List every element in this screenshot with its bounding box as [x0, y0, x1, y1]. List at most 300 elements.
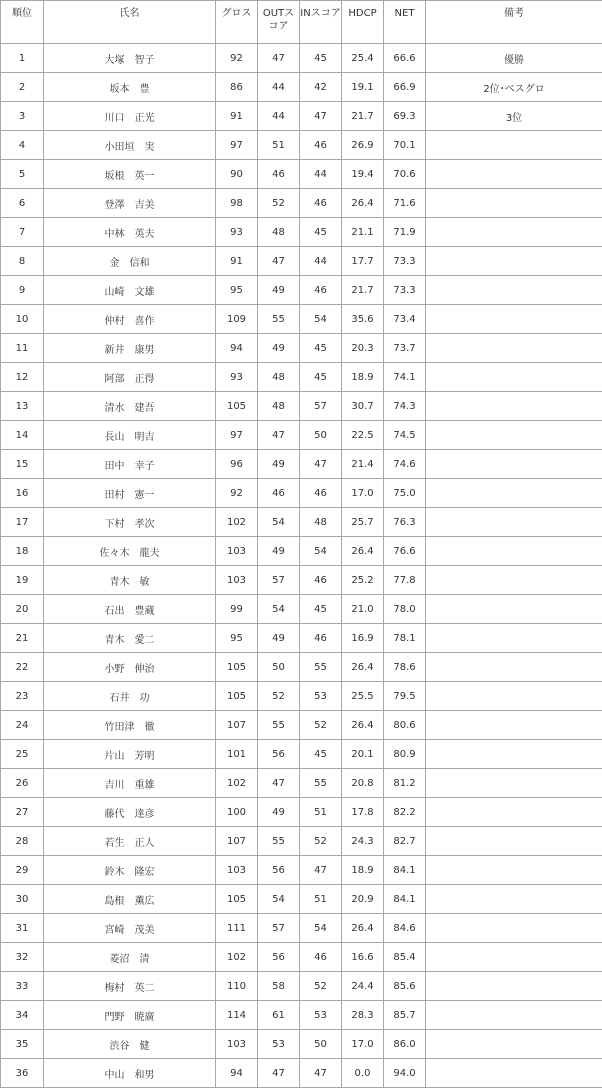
cell-name: 小野 伸治: [44, 653, 216, 682]
cell-out-score: 53: [258, 1030, 300, 1059]
cell-hdcp: 25.7: [342, 508, 384, 537]
cell-in-score: 50: [300, 421, 342, 450]
cell-hdcp: 25.2: [342, 566, 384, 595]
table-row: [1, 218, 602, 247]
cell-rank: 5: [1, 160, 44, 189]
cell-name: 阿部 正得: [44, 363, 216, 392]
cell-gross: 93: [216, 363, 258, 392]
cell-rank: 3: [1, 102, 44, 131]
cell-hdcp: 17.8: [342, 798, 384, 827]
cell-gross: 105: [216, 392, 258, 421]
header-net: NET: [384, 1, 426, 44]
cell-name: 仲村 喜作: [44, 305, 216, 334]
cell-gross: 114: [216, 1001, 258, 1030]
cell-net: 94.0: [384, 1059, 426, 1088]
cell-hdcp: 24.4: [342, 972, 384, 1001]
cell-net: 80.6: [384, 711, 426, 740]
cell-rank: 18: [1, 537, 44, 566]
table-row: [1, 624, 602, 653]
cell-in-score: 53: [300, 682, 342, 711]
cell-in-score: 46: [300, 189, 342, 218]
cell-note: [426, 711, 602, 740]
cell-out-score: 48: [258, 392, 300, 421]
header-note: 備考: [426, 1, 602, 44]
cell-out-score: 55: [258, 827, 300, 856]
table-row: [1, 44, 602, 73]
cell-note: [426, 537, 602, 566]
cell-rank: 28: [1, 827, 44, 856]
cell-name: 若生 正人: [44, 827, 216, 856]
cell-rank: 10: [1, 305, 44, 334]
cell-gross: 96: [216, 450, 258, 479]
table-row: [1, 972, 602, 1001]
table-row: [1, 276, 602, 305]
cell-in-score: 46: [300, 131, 342, 160]
cell-net: 71.9: [384, 218, 426, 247]
cell-note: 3位: [426, 102, 602, 131]
cell-rank: 6: [1, 189, 44, 218]
header-out-score: OUTスコア: [258, 1, 300, 44]
cell-in-score: 48: [300, 508, 342, 537]
cell-out-score: 44: [258, 73, 300, 102]
cell-net: 73.3: [384, 276, 426, 305]
cell-out-score: 49: [258, 276, 300, 305]
cell-name: 石井 功: [44, 682, 216, 711]
cell-out-score: 51: [258, 131, 300, 160]
cell-net: 73.3: [384, 247, 426, 276]
table-row: [1, 421, 602, 450]
cell-out-score: 54: [258, 595, 300, 624]
cell-name: 門野 暁廣: [44, 1001, 216, 1030]
table-row: [1, 102, 602, 131]
cell-rank: 9: [1, 276, 44, 305]
cell-name: 坂本 豊: [44, 73, 216, 102]
cell-in-score: 44: [300, 247, 342, 276]
cell-gross: 99: [216, 595, 258, 624]
cell-note: [426, 247, 602, 276]
table-row: [1, 1030, 602, 1059]
cell-name: 大塚 智子: [44, 44, 216, 73]
cell-rank: 13: [1, 392, 44, 421]
cell-gross: 93: [216, 218, 258, 247]
cell-name: 金 信和: [44, 247, 216, 276]
cell-gross: 107: [216, 827, 258, 856]
cell-out-score: 54: [258, 885, 300, 914]
cell-gross: 107: [216, 711, 258, 740]
table-row: [1, 914, 602, 943]
cell-hdcp: 25.5: [342, 682, 384, 711]
cell-hdcp: 20.3: [342, 334, 384, 363]
cell-in-score: 57: [300, 392, 342, 421]
cell-name: 新井 康男: [44, 334, 216, 363]
cell-out-score: 49: [258, 450, 300, 479]
table-row: [1, 131, 602, 160]
cell-gross: 105: [216, 682, 258, 711]
cell-name: 宮崎 茂美: [44, 914, 216, 943]
table-row: [1, 1001, 602, 1030]
cell-hdcp: 19.4: [342, 160, 384, 189]
cell-note: 優勝: [426, 44, 602, 73]
cell-name: 長山 明吉: [44, 421, 216, 450]
cell-rank: 12: [1, 363, 44, 392]
cell-hdcp: 25.4: [342, 44, 384, 73]
cell-gross: 103: [216, 1030, 258, 1059]
cell-in-score: 47: [300, 102, 342, 131]
cell-note: [426, 305, 602, 334]
header-name: 氏名: [44, 1, 216, 44]
cell-gross: 101: [216, 740, 258, 769]
cell-note: [426, 160, 602, 189]
cell-name: 佐々木 龍夫: [44, 537, 216, 566]
cell-rank: 24: [1, 711, 44, 740]
cell-in-score: 50: [300, 1030, 342, 1059]
cell-hdcp: 20.9: [342, 885, 384, 914]
cell-net: 77.8: [384, 566, 426, 595]
cell-net: 78.1: [384, 624, 426, 653]
table-row: [1, 392, 602, 421]
cell-out-score: 56: [258, 856, 300, 885]
cell-note: [426, 740, 602, 769]
table-body: [1, 44, 602, 1088]
cell-net: 66.9: [384, 73, 426, 102]
cell-gross: 91: [216, 102, 258, 131]
cell-rank: 15: [1, 450, 44, 479]
cell-net: 70.6: [384, 160, 426, 189]
cell-out-score: 58: [258, 972, 300, 1001]
cell-note: [426, 827, 602, 856]
cell-gross: 90: [216, 160, 258, 189]
header-rank: 順位: [1, 1, 44, 44]
cell-in-score: 42: [300, 73, 342, 102]
cell-name: 梅村 英二: [44, 972, 216, 1001]
cell-name: 登澤 吉美: [44, 189, 216, 218]
cell-hdcp: 19.1: [342, 73, 384, 102]
cell-hdcp: 21.4: [342, 450, 384, 479]
cell-net: 71.6: [384, 189, 426, 218]
cell-net: 74.5: [384, 421, 426, 450]
cell-in-score: 46: [300, 566, 342, 595]
cell-note: [426, 1001, 602, 1030]
cell-note: [426, 856, 602, 885]
table-row: [1, 740, 602, 769]
cell-gross: 98: [216, 189, 258, 218]
cell-gross: 94: [216, 334, 258, 363]
table-row: [1, 450, 602, 479]
cell-net: 73.7: [384, 334, 426, 363]
cell-hdcp: 21.7: [342, 102, 384, 131]
cell-note: [426, 508, 602, 537]
cell-note: [426, 885, 602, 914]
cell-out-score: 47: [258, 769, 300, 798]
cell-in-score: 45: [300, 44, 342, 73]
cell-out-score: 47: [258, 247, 300, 276]
cell-out-score: 49: [258, 334, 300, 363]
cell-out-score: 48: [258, 218, 300, 247]
table-row: [1, 508, 602, 537]
cell-note: [426, 421, 602, 450]
cell-rank: 25: [1, 740, 44, 769]
cell-in-score: 54: [300, 305, 342, 334]
cell-in-score: 51: [300, 885, 342, 914]
cell-name: 小田垣 実: [44, 131, 216, 160]
cell-net: 74.6: [384, 450, 426, 479]
cell-rank: 26: [1, 769, 44, 798]
cell-gross: 110: [216, 972, 258, 1001]
cell-out-score: 55: [258, 711, 300, 740]
cell-rank: 4: [1, 131, 44, 160]
cell-gross: 100: [216, 798, 258, 827]
cell-note: [426, 218, 602, 247]
cell-in-score: 52: [300, 711, 342, 740]
cell-note: [426, 943, 602, 972]
cell-rank: 22: [1, 653, 44, 682]
cell-note: [426, 1059, 602, 1088]
cell-gross: 103: [216, 856, 258, 885]
cell-net: 74.3: [384, 392, 426, 421]
cell-out-score: 61: [258, 1001, 300, 1030]
cell-in-score: 45: [300, 595, 342, 624]
cell-out-score: 47: [258, 421, 300, 450]
table-row: [1, 653, 602, 682]
table-header: [1, 1, 602, 44]
cell-in-score: 44: [300, 160, 342, 189]
cell-gross: 86: [216, 73, 258, 102]
cell-hdcp: 24.3: [342, 827, 384, 856]
cell-in-score: 46: [300, 276, 342, 305]
cell-out-score: 47: [258, 1059, 300, 1088]
cell-net: 76.3: [384, 508, 426, 537]
table-row: [1, 1059, 602, 1088]
table-row: [1, 189, 602, 218]
cell-rank: 1: [1, 44, 44, 73]
cell-net: 84.1: [384, 856, 426, 885]
cell-gross: 94: [216, 1059, 258, 1088]
cell-in-score: 52: [300, 827, 342, 856]
cell-out-score: 46: [258, 160, 300, 189]
cell-gross: 111: [216, 914, 258, 943]
cell-note: [426, 363, 602, 392]
cell-net: 84.6: [384, 914, 426, 943]
cell-out-score: 50: [258, 653, 300, 682]
cell-out-score: 49: [258, 624, 300, 653]
cell-hdcp: 21.7: [342, 276, 384, 305]
cell-out-score: 46: [258, 479, 300, 508]
cell-note: [426, 450, 602, 479]
cell-note: [426, 682, 602, 711]
cell-out-score: 52: [258, 189, 300, 218]
cell-gross: 92: [216, 479, 258, 508]
cell-net: 81.2: [384, 769, 426, 798]
cell-hdcp: 26.4: [342, 653, 384, 682]
cell-in-score: 45: [300, 218, 342, 247]
cell-in-score: 45: [300, 334, 342, 363]
cell-hdcp: 18.9: [342, 363, 384, 392]
table-row: [1, 856, 602, 885]
cell-net: 78.6: [384, 653, 426, 682]
cell-net: 70.1: [384, 131, 426, 160]
cell-hdcp: 18.9: [342, 856, 384, 885]
cell-out-score: 44: [258, 102, 300, 131]
cell-note: [426, 798, 602, 827]
cell-hdcp: 30.7: [342, 392, 384, 421]
cell-in-score: 47: [300, 856, 342, 885]
cell-note: 2位･ベスグロ: [426, 73, 602, 102]
cell-net: 69.3: [384, 102, 426, 131]
cell-rank: 14: [1, 421, 44, 450]
cell-rank: 11: [1, 334, 44, 363]
cell-rank: 17: [1, 508, 44, 537]
cell-net: 84.1: [384, 885, 426, 914]
cell-name: 川口 正光: [44, 102, 216, 131]
cell-out-score: 57: [258, 566, 300, 595]
cell-rank: 35: [1, 1030, 44, 1059]
cell-in-score: 51: [300, 798, 342, 827]
cell-hdcp: 20.1: [342, 740, 384, 769]
cell-gross: 95: [216, 624, 258, 653]
cell-out-score: 52: [258, 682, 300, 711]
cell-rank: 36: [1, 1059, 44, 1088]
cell-out-score: 55: [258, 305, 300, 334]
cell-net: 79.5: [384, 682, 426, 711]
table-row: [1, 682, 602, 711]
cell-hdcp: 17.7: [342, 247, 384, 276]
table-row: [1, 479, 602, 508]
cell-rank: 29: [1, 856, 44, 885]
cell-gross: 109: [216, 305, 258, 334]
cell-note: [426, 334, 602, 363]
cell-in-score: 45: [300, 363, 342, 392]
header-gross: グロス: [216, 1, 258, 44]
cell-out-score: 56: [258, 943, 300, 972]
cell-hdcp: 26.9: [342, 131, 384, 160]
cell-gross: 105: [216, 653, 258, 682]
table-row: [1, 334, 602, 363]
cell-net: 85.7: [384, 1001, 426, 1030]
cell-name: 田村 憲一: [44, 479, 216, 508]
cell-net: 82.2: [384, 798, 426, 827]
cell-name: 清水 建吾: [44, 392, 216, 421]
cell-in-score: 47: [300, 1059, 342, 1088]
cell-out-score: 49: [258, 537, 300, 566]
table-row: [1, 363, 602, 392]
cell-net: 75.0: [384, 479, 426, 508]
cell-name: 片山 芳明: [44, 740, 216, 769]
cell-note: [426, 914, 602, 943]
cell-gross: 102: [216, 769, 258, 798]
cell-note: [426, 566, 602, 595]
cell-rank: 23: [1, 682, 44, 711]
cell-out-score: 47: [258, 44, 300, 73]
cell-name: 菱沼 清: [44, 943, 216, 972]
cell-hdcp: 21.0: [342, 595, 384, 624]
cell-name: 青木 敏: [44, 566, 216, 595]
cell-name: 中山 和男: [44, 1059, 216, 1088]
cell-name: 渋谷 健: [44, 1030, 216, 1059]
cell-note: [426, 189, 602, 218]
table-row: [1, 566, 602, 595]
cell-name: 鈴木 隆宏: [44, 856, 216, 885]
cell-in-score: 46: [300, 624, 342, 653]
header-row: [1, 1, 602, 44]
cell-rank: 16: [1, 479, 44, 508]
cell-in-score: 54: [300, 914, 342, 943]
cell-in-score: 45: [300, 740, 342, 769]
cell-gross: 92: [216, 44, 258, 73]
cell-note: [426, 595, 602, 624]
cell-rank: 32: [1, 943, 44, 972]
cell-gross: 102: [216, 943, 258, 972]
cell-note: [426, 479, 602, 508]
cell-hdcp: 26.4: [342, 914, 384, 943]
cell-rank: 20: [1, 595, 44, 624]
cell-rank: 7: [1, 218, 44, 247]
cell-hdcp: 16.9: [342, 624, 384, 653]
table-row: [1, 595, 602, 624]
cell-net: 74.1: [384, 363, 426, 392]
cell-name: 下村 孝次: [44, 508, 216, 537]
cell-hdcp: 0.0: [342, 1059, 384, 1088]
cell-hdcp: 26.4: [342, 537, 384, 566]
cell-rank: 34: [1, 1001, 44, 1030]
cell-name: 山崎 文雄: [44, 276, 216, 305]
cell-gross: 95: [216, 276, 258, 305]
cell-name: 藤代 達彦: [44, 798, 216, 827]
cell-note: [426, 972, 602, 1001]
cell-hdcp: 26.4: [342, 711, 384, 740]
cell-gross: 91: [216, 247, 258, 276]
cell-rank: 30: [1, 885, 44, 914]
cell-hdcp: 20.8: [342, 769, 384, 798]
table-row: [1, 885, 602, 914]
cell-in-score: 52: [300, 972, 342, 1001]
cell-note: [426, 653, 602, 682]
cell-rank: 33: [1, 972, 44, 1001]
table-row: [1, 537, 602, 566]
table-row: [1, 160, 602, 189]
cell-name: 青木 愛二: [44, 624, 216, 653]
cell-gross: 102: [216, 508, 258, 537]
cell-gross: 105: [216, 885, 258, 914]
cell-gross: 103: [216, 566, 258, 595]
table-row: [1, 305, 602, 334]
cell-out-score: 54: [258, 508, 300, 537]
cell-net: 76.6: [384, 537, 426, 566]
cell-net: 66.6: [384, 44, 426, 73]
table-row: [1, 73, 602, 102]
cell-in-score: 47: [300, 450, 342, 479]
cell-hdcp: 35.6: [342, 305, 384, 334]
cell-rank: 21: [1, 624, 44, 653]
cell-in-score: 53: [300, 1001, 342, 1030]
header-in-score: INスコア: [300, 1, 342, 44]
cell-hdcp: 26.4: [342, 189, 384, 218]
table-row: [1, 711, 602, 740]
cell-name: 島根 薫広: [44, 885, 216, 914]
cell-hdcp: 17.0: [342, 479, 384, 508]
cell-out-score: 49: [258, 798, 300, 827]
cell-name: 坂根 英一: [44, 160, 216, 189]
table-row: [1, 943, 602, 972]
cell-name: 中林 英夫: [44, 218, 216, 247]
cell-rank: 8: [1, 247, 44, 276]
cell-note: [426, 392, 602, 421]
cell-gross: 97: [216, 131, 258, 160]
cell-in-score: 46: [300, 479, 342, 508]
cell-rank: 27: [1, 798, 44, 827]
cell-in-score: 46: [300, 943, 342, 972]
cell-out-score: 57: [258, 914, 300, 943]
table-row: [1, 827, 602, 856]
